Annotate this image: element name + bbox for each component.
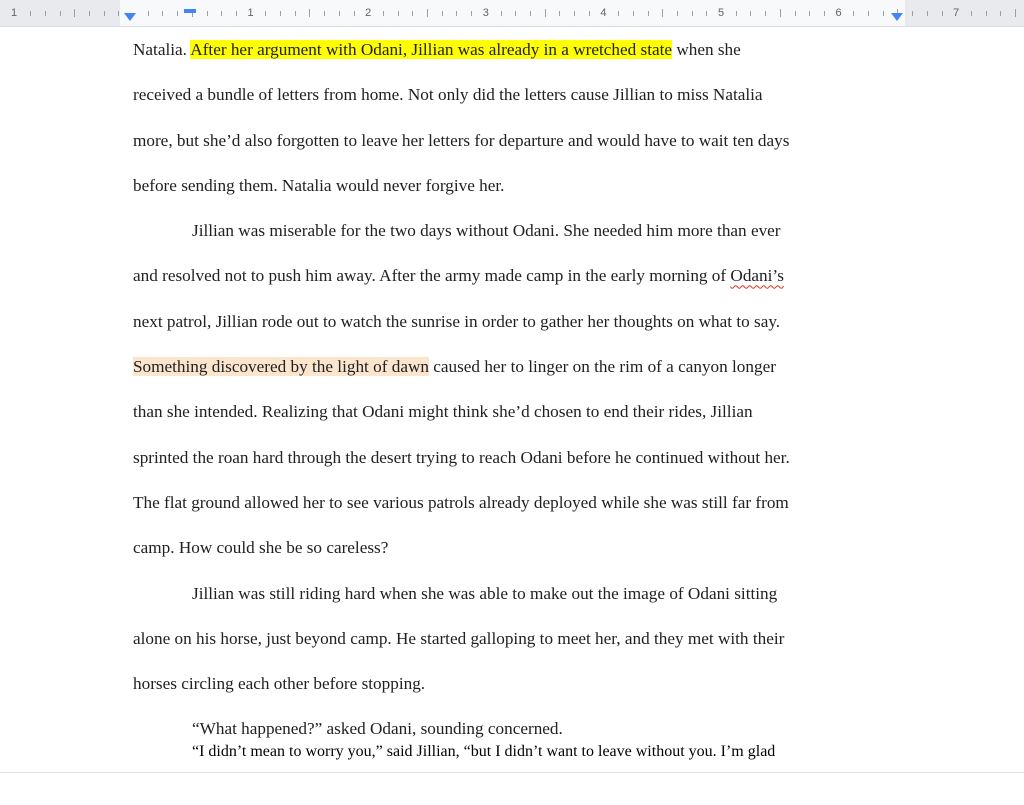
ruler-tick: [354, 11, 355, 16]
ruler-tick: [809, 11, 810, 16]
ruler-tick: [853, 11, 854, 16]
text-line[interactable]: [133, 208, 893, 253]
ruler-tick: [89, 11, 90, 16]
text-line[interactable]: [133, 571, 893, 616]
ruler-tick: [912, 11, 913, 16]
ruler-number: 6: [835, 7, 842, 19]
ruler-tick: [589, 11, 590, 16]
text-line[interactable]: [133, 72, 893, 117]
ruler-tick: [177, 11, 178, 16]
ruler-tick: [633, 11, 634, 16]
ruler-tick: [618, 11, 619, 16]
ruler-tick: [427, 9, 428, 17]
cutoff-text-line: “I didn’t mean to worry you,” said Jillian, “but I didn’t want to leave without you. I’m glad: [192, 743, 776, 760]
ruler-tick: [456, 11, 457, 16]
text-run: Jillian was miserable for the two days without Odani. She needed him more than ever: [192, 221, 781, 241]
ruler-tick: [412, 11, 413, 16]
text-run: horses circling each other before stopping.: [133, 674, 426, 694]
ruler-tick: [162, 11, 163, 16]
ruler-tick: [677, 11, 678, 16]
text-line[interactable]: [133, 344, 893, 389]
ruler-tick: [265, 11, 266, 16]
ruler-tick: [1015, 9, 1016, 17]
ruler-tick: [45, 11, 46, 16]
text-line[interactable]: [133, 389, 893, 434]
ruler-number: 1: [247, 7, 254, 19]
text-line[interactable]: [133, 435, 893, 480]
text-run: Natalia.: [133, 40, 191, 59]
text-run: than she intended. Realizing that Odani might think she’d chosen to end their rides, Jillian: [133, 402, 753, 422]
document-body[interactable]: [133, 27, 893, 752]
ruler-number: 1: [10, 7, 18, 19]
ruler-tick: [30, 11, 31, 16]
text-run: camp. How could she be so careless?: [133, 538, 389, 558]
ruler-tick: [118, 11, 119, 16]
right-indent-marker[interactable]: [891, 13, 903, 21]
highlighted-text-peach: Something discovered by the light of dawn: [133, 357, 429, 377]
text-run: caused her to linger on the rim of a canyon longer: [428, 357, 776, 377]
horizontal-ruler[interactable]: [0, 0, 1024, 27]
text-run: next patrol, Jillian rode out to watch the sunrise in order to gather her thoughts on what to say.: [133, 311, 781, 331]
text-run: before sending them. Natalia would never forgive her.: [133, 175, 505, 195]
text-line[interactable]: [133, 525, 893, 570]
ruler-tick: [736, 11, 737, 16]
ruler-tick: [971, 11, 972, 16]
ruler-tick: [148, 11, 149, 16]
ruler-tick: [765, 11, 766, 16]
ruler-tick: [706, 11, 707, 16]
ruler-tick: [207, 11, 208, 16]
ruler-tick: [662, 9, 663, 17]
ruler-tick: [383, 11, 384, 16]
text-run: alone on his horse, just beyond camp. He started galloping to meet her, and they met with their: [133, 628, 785, 648]
spellcheck-flagged-word: Odani’s: [730, 266, 784, 286]
ruler-tick: [339, 11, 340, 16]
ruler-number: 5: [717, 7, 725, 19]
text-run: and resolved not to push him away. After the army made camp in the early morning of: [133, 266, 731, 286]
ruler-tick: [824, 11, 825, 16]
ruler-tick: [868, 11, 869, 16]
text-run: sprinted the roan hard through the desert trying to reach Odani before he continued without her.: [133, 447, 790, 467]
ruler-tick: [501, 11, 502, 16]
text-line[interactable]: [133, 118, 893, 163]
first-line-indent-marker[interactable]: [184, 9, 196, 13]
text-run: received a bundle of letters from home. Not only did the letters cause Jillian to miss Natalia: [133, 85, 763, 105]
ruler-tick: [60, 11, 61, 16]
ruler-tick: [471, 11, 472, 16]
text-line[interactable]: [133, 661, 893, 706]
ruler-number: 3: [482, 7, 489, 19]
ruler-tick: [280, 11, 281, 16]
ruler-tick: [883, 11, 884, 16]
ruler-tick: [795, 11, 796, 16]
ruler-tick: [398, 11, 399, 16]
ruler-tick: [530, 11, 531, 16]
ruler-tick: [309, 9, 310, 17]
ruler-number: 4: [600, 7, 607, 19]
ruler-tick: [74, 9, 75, 17]
ruler-tick: [780, 9, 781, 17]
ruler-tick: [942, 11, 943, 16]
ruler-tick: [545, 9, 546, 17]
ruler-tick: [295, 11, 296, 16]
text-line[interactable]: [133, 253, 893, 298]
text-run: The flat ground allowed her to see various patrols already deployed while she was still far from: [133, 492, 789, 512]
text-line[interactable]: [133, 299, 893, 344]
ruler-right-margin: [905, 0, 1024, 26]
ruler-tick: [324, 11, 325, 16]
ruler-tick: [927, 11, 928, 16]
ruler-tick: [648, 11, 649, 16]
ruler-number: 2: [365, 7, 372, 19]
ruler-tick: [221, 11, 222, 16]
text-run: Jillian was still riding hard when she was able to make out the image of Odani sitting: [192, 583, 778, 603]
text-run: more, but she’d also forgotten to leave her letters for departure and would have to wait ten days: [133, 130, 790, 150]
ruler-tick: [104, 11, 105, 16]
ruler-tick: [986, 11, 987, 16]
text-line[interactable]: [133, 480, 893, 525]
ruler-tick: [559, 11, 560, 16]
cutoff-text-line-container: [133, 743, 893, 772]
ruler-tick: [1000, 11, 1001, 16]
text-line[interactable]: [133, 616, 893, 661]
ruler-tick: [236, 11, 237, 16]
text-run: when she: [672, 40, 741, 59]
page-break-edge: [0, 772, 1024, 805]
ruler-tick: [515, 11, 516, 16]
text-line[interactable]: [133, 163, 893, 208]
text-run: “What happened?” asked Odani, sounding concerned.: [192, 719, 563, 739]
ruler-tick: [574, 11, 575, 16]
highlighted-text-yellow: After her argument with Odani, Jillian was already in a wretched state: [190, 40, 673, 59]
ruler-tick: [750, 11, 751, 16]
text-line[interactable]: [133, 27, 893, 72]
ruler-tick: [692, 11, 693, 16]
ruler-tick: [442, 11, 443, 16]
left-indent-marker[interactable]: [124, 13, 136, 21]
ruler-number: 7: [953, 7, 960, 19]
